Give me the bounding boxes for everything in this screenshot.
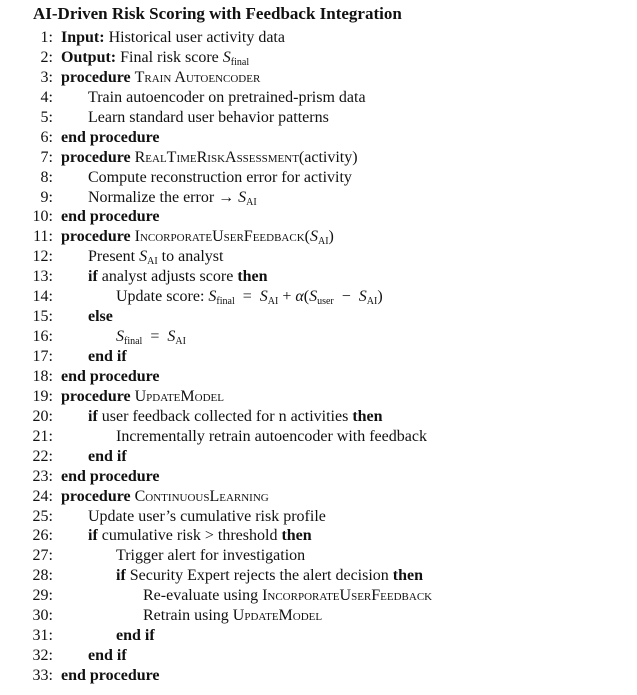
line-number: 15:	[32, 308, 53, 326]
line-fragment: Trigger alert for investigation	[116, 547, 306, 565]
line-fragment: Retrain using	[143, 607, 233, 625]
line-number: 23:	[32, 467, 53, 485]
keyword: then	[392, 567, 424, 585]
math-symbol: S	[116, 328, 124, 346]
line-text	[88, 247, 223, 267]
line-number: 22:	[32, 447, 53, 465]
math-symbol: S	[167, 328, 176, 346]
line-text	[88, 108, 329, 128]
line-text	[88, 507, 326, 527]
math-symbol: AI	[175, 336, 186, 348]
line-text	[61, 28, 285, 48]
line-fragment: Present	[88, 248, 140, 266]
line-number: 25:	[32, 507, 53, 525]
keyword: end procedure	[61, 467, 160, 485]
line-text	[88, 407, 383, 427]
line-text	[116, 427, 427, 447]
keyword: then	[237, 268, 268, 286]
line-text	[61, 467, 160, 487]
line-text	[116, 287, 383, 307]
math-symbol: α	[295, 288, 304, 306]
line-text	[88, 646, 127, 666]
procedure-name: UpdateModel	[232, 607, 323, 625]
keyword: end procedure	[61, 367, 160, 385]
line-text	[61, 487, 269, 507]
math-symbol: S	[222, 48, 231, 66]
math-symbol: S	[309, 228, 318, 246]
line-text	[61, 207, 160, 227]
line-fragment: )	[377, 288, 383, 306]
keyword: if	[88, 407, 98, 425]
math-symbol: final	[216, 296, 235, 308]
math-symbol: S	[238, 188, 247, 206]
procedure-name: IncorporateUserFeedback	[134, 228, 305, 246]
line-fragment: to analyst	[157, 248, 224, 266]
line-text	[88, 168, 352, 188]
math-symbol: final	[124, 336, 143, 348]
line-fragment: Normalize the error →	[88, 188, 239, 206]
line-number: 13:	[32, 268, 53, 286]
line-fragment: +	[278, 288, 296, 306]
keyword: end if	[88, 647, 127, 665]
line-fragment: Final risk score	[116, 48, 223, 66]
line-number: 18:	[32, 367, 53, 385]
line-text	[61, 148, 358, 168]
keyword: Input:	[61, 29, 105, 46]
line-number: 20:	[32, 407, 53, 425]
line-text	[88, 347, 127, 367]
line-fragment: (activity)	[298, 148, 358, 166]
line-text	[61, 387, 224, 407]
math-symbol: S	[208, 288, 217, 306]
keyword: end if	[88, 348, 127, 365]
line-number: 6:	[40, 128, 53, 146]
keyword: else	[88, 308, 113, 326]
line-number: 27:	[32, 547, 53, 565]
line-number: 9:	[40, 188, 53, 206]
line-text	[143, 606, 322, 626]
line-number: 31:	[32, 627, 53, 645]
line-fragment: Incrementally retrain autoencoder with feedback	[116, 427, 427, 445]
line-number: 1:	[40, 29, 53, 46]
line-fragment: −	[337, 288, 355, 306]
line-number: 4:	[40, 88, 53, 106]
keyword: then	[352, 407, 383, 425]
line-text	[61, 227, 334, 247]
algorithm-title: AI-Driven Risk Scoring with Feedback Integration	[33, 4, 402, 23]
line-number: 17:	[32, 348, 53, 365]
line-number: 30:	[32, 607, 53, 625]
line-fragment: Train autoencoder on pretrained-prism data	[88, 88, 366, 106]
procedure-name: UpdateModel	[134, 387, 224, 405]
line-text	[88, 267, 268, 287]
line-text	[88, 88, 366, 108]
line-number: 10:	[32, 208, 53, 226]
keyword: then	[281, 527, 312, 545]
line-fragment: Learn standard user behavior patterns	[88, 108, 329, 126]
line-text	[88, 188, 257, 208]
keyword: end procedure	[61, 667, 160, 684]
line-fragment: =	[238, 288, 256, 306]
line-number: 14:	[32, 288, 53, 306]
keyword: procedure	[61, 228, 131, 246]
procedure-name: IncorporateUserFeedback	[262, 587, 433, 605]
math-symbol: AI	[317, 236, 329, 248]
procedure-name: RealTimeRiskAssessment	[134, 148, 299, 166]
line-text	[116, 566, 423, 586]
line-number: 24:	[32, 487, 53, 505]
line-number: 19:	[32, 387, 53, 405]
line-fragment: Re-evaluate using	[143, 587, 263, 605]
line-number: 7:	[40, 148, 53, 166]
line-text	[88, 447, 127, 467]
line-fragment: =	[146, 328, 164, 346]
line-text	[61, 367, 160, 387]
line-text	[61, 128, 160, 148]
procedure-name: ContinuousLearning	[134, 487, 269, 505]
keyword: Output:	[61, 48, 117, 66]
line-number: 33:	[32, 667, 53, 684]
keyword: if	[88, 268, 98, 286]
line-number: 16:	[32, 328, 53, 346]
keyword: if	[116, 567, 126, 585]
keyword: end if	[116, 627, 155, 645]
procedure-name: Train Autoencoder	[134, 68, 261, 86]
line-text	[88, 307, 113, 327]
line-text	[116, 626, 155, 646]
line-fragment: (	[303, 288, 310, 306]
line-text	[116, 546, 305, 566]
line-fragment: )	[328, 228, 334, 246]
keyword: procedure	[61, 148, 131, 166]
line-fragment: Update user’s cumulative risk profile	[88, 507, 326, 525]
line-number: 11:	[33, 228, 53, 246]
keyword: if	[88, 527, 98, 545]
keyword: procedure	[61, 387, 131, 405]
math-symbol: AI	[366, 296, 378, 308]
line-fragment: cumulative risk > threshold	[97, 527, 282, 545]
keyword: end procedure	[61, 128, 160, 146]
keyword: procedure	[61, 68, 131, 86]
line-fragment: (	[304, 228, 310, 246]
line-number: 8:	[40, 168, 53, 186]
line-text	[61, 666, 160, 686]
line-fragment: Security Expert rejects the alert decision	[125, 567, 393, 585]
line-number: 5:	[40, 108, 53, 126]
line-text	[116, 327, 186, 347]
line-text	[61, 68, 260, 88]
line-text	[61, 48, 249, 68]
line-number: 32:	[32, 647, 53, 665]
line-fragment: Historical user activity data	[104, 29, 285, 46]
keyword: end procedure	[61, 208, 160, 226]
math-symbol: user	[317, 296, 334, 308]
line-fragment: analyst adjusts score	[97, 268, 238, 286]
line-number: 12:	[32, 248, 53, 266]
line-fragment: Update score:	[116, 288, 209, 306]
math-symbol: S	[358, 288, 367, 306]
line-number: 28:	[32, 567, 53, 585]
line-fragment: user feedback collected for n activities	[97, 407, 353, 425]
math-symbol: S	[139, 248, 148, 266]
line-text	[88, 526, 312, 546]
line-number: 3:	[40, 68, 53, 86]
math-symbol: S	[309, 288, 318, 306]
line-number: 29:	[32, 587, 53, 605]
line-number: 2:	[40, 48, 53, 66]
line-fragment: Compute reconstruction error for activity	[88, 168, 352, 186]
math-symbol: AI	[246, 196, 257, 208]
math-symbol: final	[230, 56, 250, 68]
math-symbol: S	[259, 288, 268, 306]
line-text	[143, 586, 432, 606]
line-number: 26:	[32, 527, 53, 545]
keyword: procedure	[61, 487, 131, 505]
math-symbol: AI	[147, 256, 158, 268]
math-symbol: AI	[267, 296, 279, 308]
keyword: end if	[88, 447, 127, 465]
line-number: 21:	[32, 427, 53, 445]
